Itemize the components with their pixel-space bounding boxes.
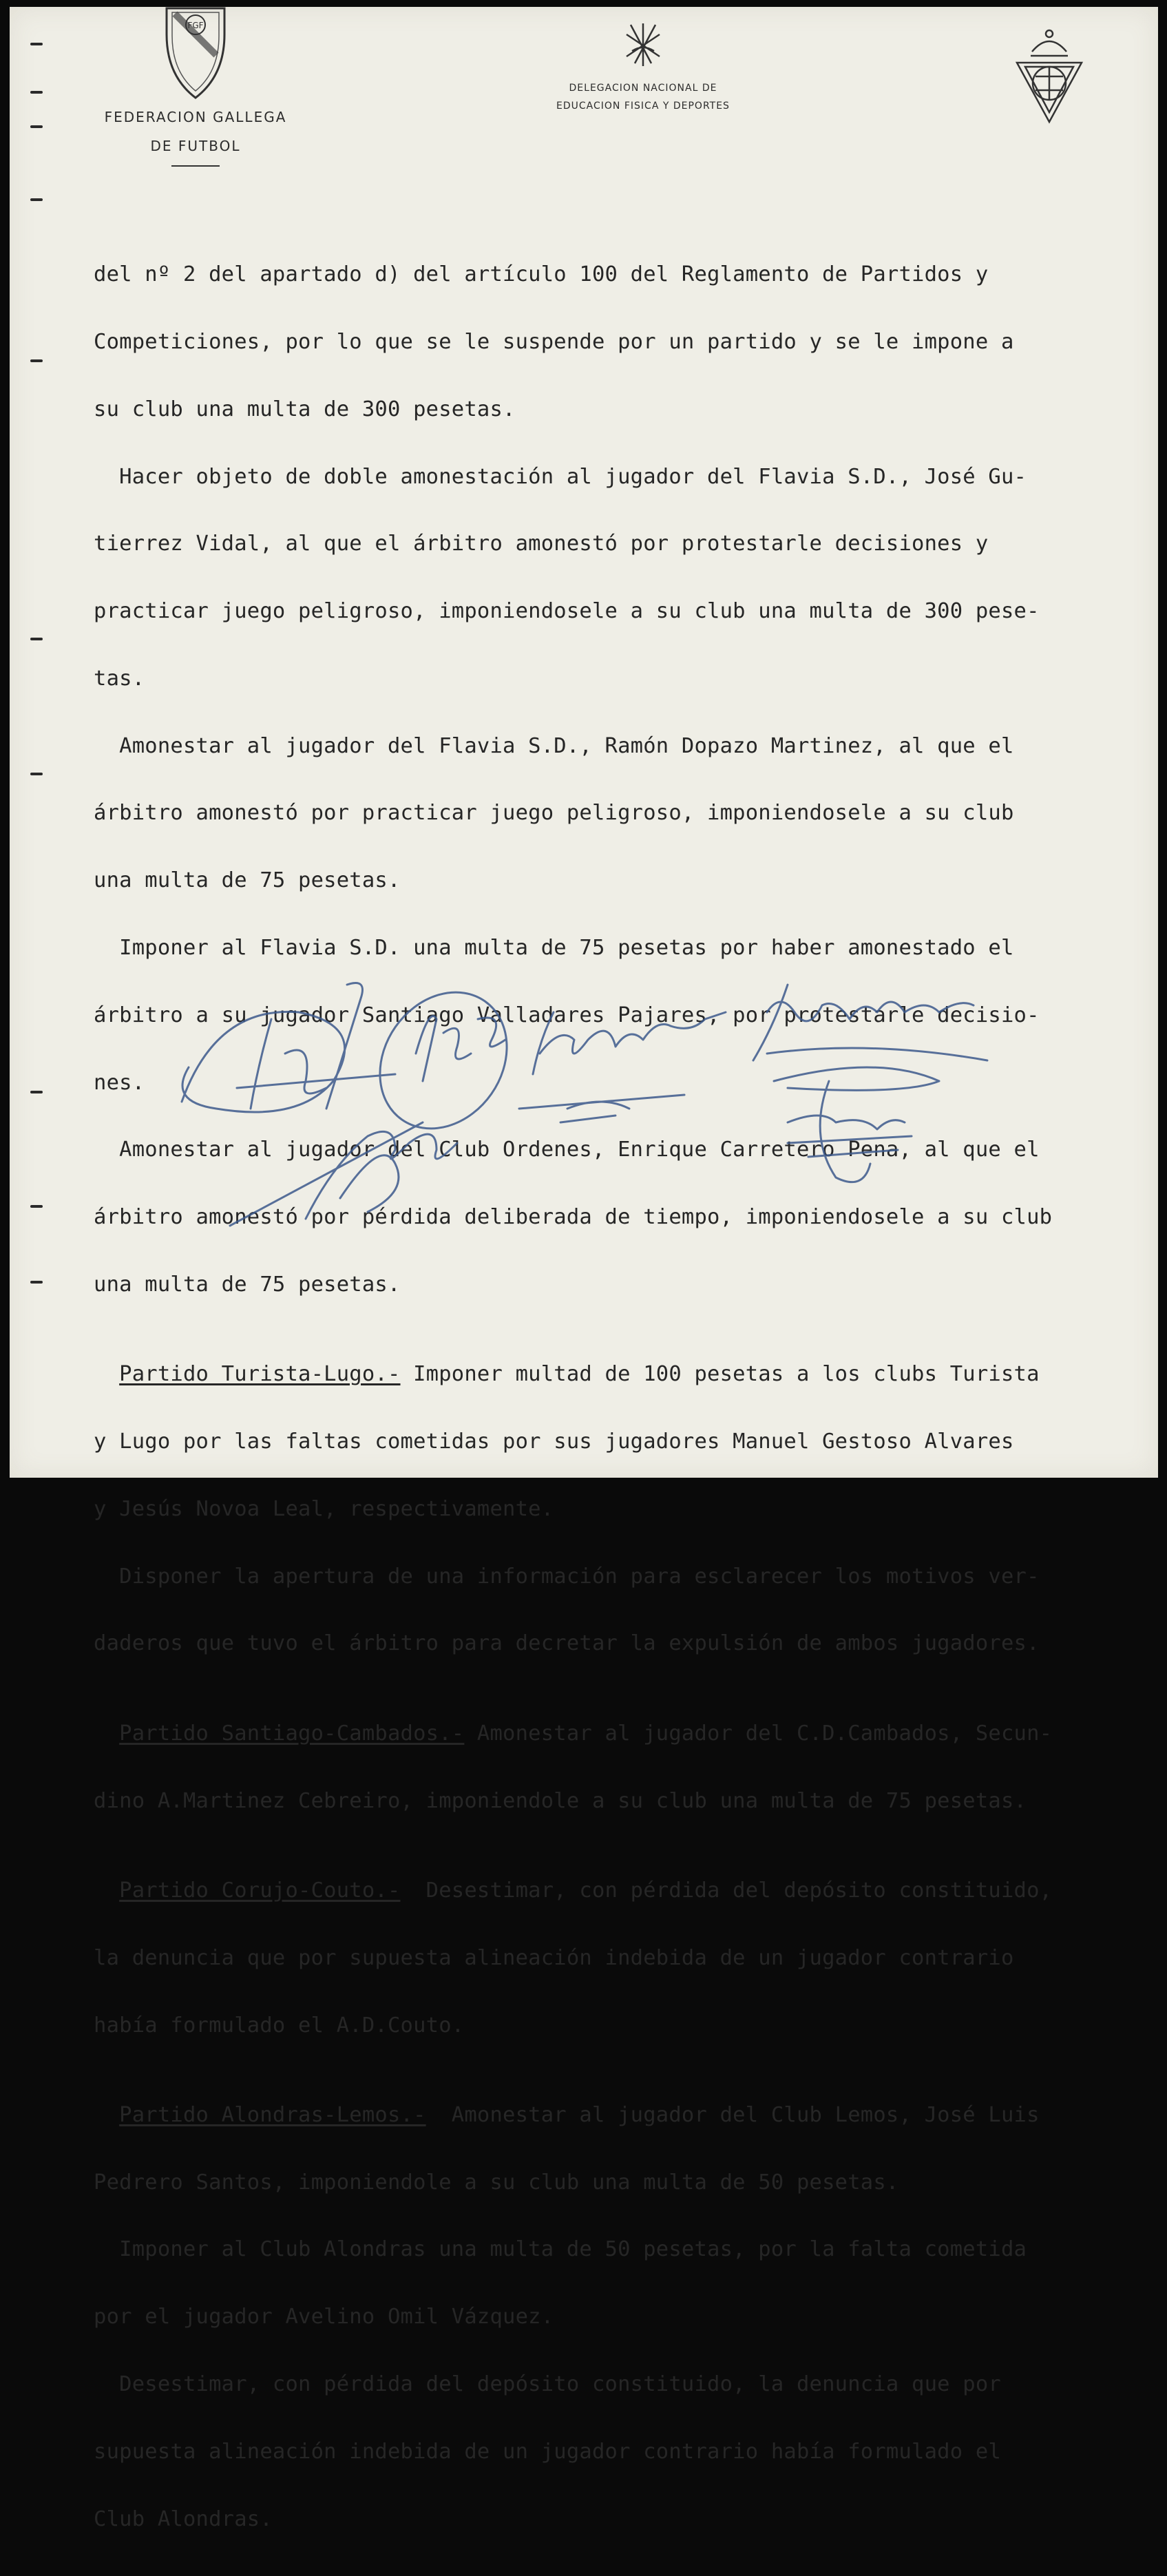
punch-mark bbox=[30, 359, 43, 362]
text-line bbox=[94, 1880, 1154, 1903]
text-line-rest: Amonestar al jugador del Club Lemos, José Luis bbox=[425, 2102, 1040, 2127]
text-line: árbitro amonestó por practicar juego peligroso, imponiendosele a su club bbox=[94, 801, 1014, 826]
text-line: Imponer al Flavia S.D. una multa de 75 pesetas por haber amonestado el bbox=[94, 936, 1014, 960]
text-line: practicar juego peligroso, imponiendosele a su club una multa de 300 pese- bbox=[94, 599, 1040, 624]
text-line: árbitro amonestó por pérdida deliberada de tiempo, imponiendosele a su club bbox=[94, 1205, 1053, 1230]
text-line: una multa de 75 pesetas. bbox=[94, 1272, 401, 1297]
text-line: supuesta alineación indebida de un jugador contrario había formulado el bbox=[94, 2439, 1001, 2464]
text-line bbox=[94, 1723, 1154, 1746]
federation-name-line2: DE FUTBOL bbox=[150, 138, 241, 154]
federation-name-line1: FEDERACION GALLEGA bbox=[104, 109, 287, 125]
document-page bbox=[10, 7, 1158, 2531]
punch-mark bbox=[30, 198, 43, 201]
punch-mark bbox=[30, 1091, 43, 1093]
text-line: Imponer al Club Alondras una multa de 50 pesetas, por la falta cometida bbox=[94, 2237, 1027, 2262]
text-line: Pedrero Santos, imponiendole a su club una multa de 50 pesetas. bbox=[94, 2170, 899, 2195]
text-line: del nº 2 del apartado d) del artículo 100 del Reglamento de Partidos y bbox=[94, 262, 989, 287]
text-line: Desestimar, con pérdida del depósito constituido, la denuncia que por bbox=[94, 2372, 1001, 2396]
text-line: y Lugo por las faltas cometidas por sus jugadores Manuel Gestoso Alvares bbox=[94, 1430, 1014, 1454]
text-line: Disponer la apertura de una información para esclarecer los motivos ver- bbox=[94, 1564, 1040, 1589]
divider bbox=[171, 165, 220, 167]
text-line: su club una multa de 300 pesetas. bbox=[94, 397, 516, 421]
punch-mark bbox=[30, 1281, 43, 1284]
section-heading: Partido Santiago-Cambados.- bbox=[119, 1721, 465, 1746]
punch-mark bbox=[30, 91, 43, 94]
section-heading: Partido Corujo-Couto.- bbox=[119, 1878, 401, 1903]
text-line: dino A.Martinez Cebreiro, imponiendole a su club una multa de 75 pesetas. bbox=[94, 1788, 1027, 1813]
resolution-text bbox=[94, 219, 1154, 2575]
crowned-shield-icon bbox=[1011, 24, 1087, 127]
text-line-rest: Imponer multad de 100 pesetas a los clubs Turista bbox=[400, 1362, 1040, 1387]
text-line: la denuncia que por supuesta alineación indebida de un jugador contrario bbox=[94, 1945, 1014, 1970]
text-line: había formulado el A.D.Couto. bbox=[94, 2013, 465, 2038]
yoke-and-arrows-icon bbox=[622, 21, 664, 69]
text-line: Competiciones, por lo que se le suspende por un partido y se le impone a bbox=[94, 329, 1014, 354]
section-heading: Partido Turista-Lugo.- bbox=[119, 1362, 401, 1387]
text-line: por el jugador Avelino Omil Vázquez. bbox=[94, 2305, 554, 2329]
text-line bbox=[94, 1363, 1154, 1386]
text-line: Amonestar al jugador del Club Ordenes, Enrique Carretero Pena, al que el bbox=[94, 1138, 1040, 1162]
punch-mark bbox=[30, 638, 43, 640]
punch-mark bbox=[30, 43, 43, 45]
delegation-letterhead bbox=[533, 21, 753, 115]
text-line-rest: Desestimar, con pérdida del depósito constituido, bbox=[400, 1878, 1053, 1903]
federation-shield-icon bbox=[162, 7, 229, 101]
text-line: Club Alondras. bbox=[94, 2506, 273, 2531]
punch-mark bbox=[30, 125, 43, 128]
text-line: árbitro a su jugador Santiago Valladares Pajares, por protestarle decisio- bbox=[94, 1003, 1040, 1027]
text-line: Amonestar al jugador del Flavia S.D., Ramón Dopazo Martinez, al que el bbox=[94, 733, 1014, 758]
text-line-rest: Amonestar al jugador del C.D.Cambados, Secun- bbox=[464, 1721, 1053, 1746]
text-line: una multa de 75 pesetas. bbox=[94, 868, 401, 893]
text-line bbox=[94, 2104, 1154, 2127]
punch-mark bbox=[30, 1205, 43, 1208]
text-line: nes. bbox=[94, 1070, 145, 1095]
punch-mark bbox=[30, 773, 43, 775]
text-line: Hacer objeto de doble amonestación al jugador del Flavia S.D., José Gu- bbox=[94, 464, 1027, 489]
federation-letterhead bbox=[85, 7, 306, 167]
delegation-line2: EDUCACION FISICA Y DEPORTES bbox=[556, 101, 730, 112]
text-line: tierrez Vidal, al que el árbitro amonestó por protestarle decisiones y bbox=[94, 532, 989, 556]
text-line: y Jesús Novoa Leal, respectivamente. bbox=[94, 1496, 554, 1521]
section-heading: Partido Alondras-Lemos.- bbox=[119, 2102, 426, 2127]
svg-text:FGF: FGF bbox=[187, 21, 204, 30]
text-line: daderos que tuvo el árbitro para decretar la expulsión de ambos jugadores. bbox=[94, 1631, 1040, 1656]
delegation-line1: DELEGACION NACIONAL DE bbox=[569, 83, 717, 94]
text-line: tas. bbox=[94, 666, 145, 691]
